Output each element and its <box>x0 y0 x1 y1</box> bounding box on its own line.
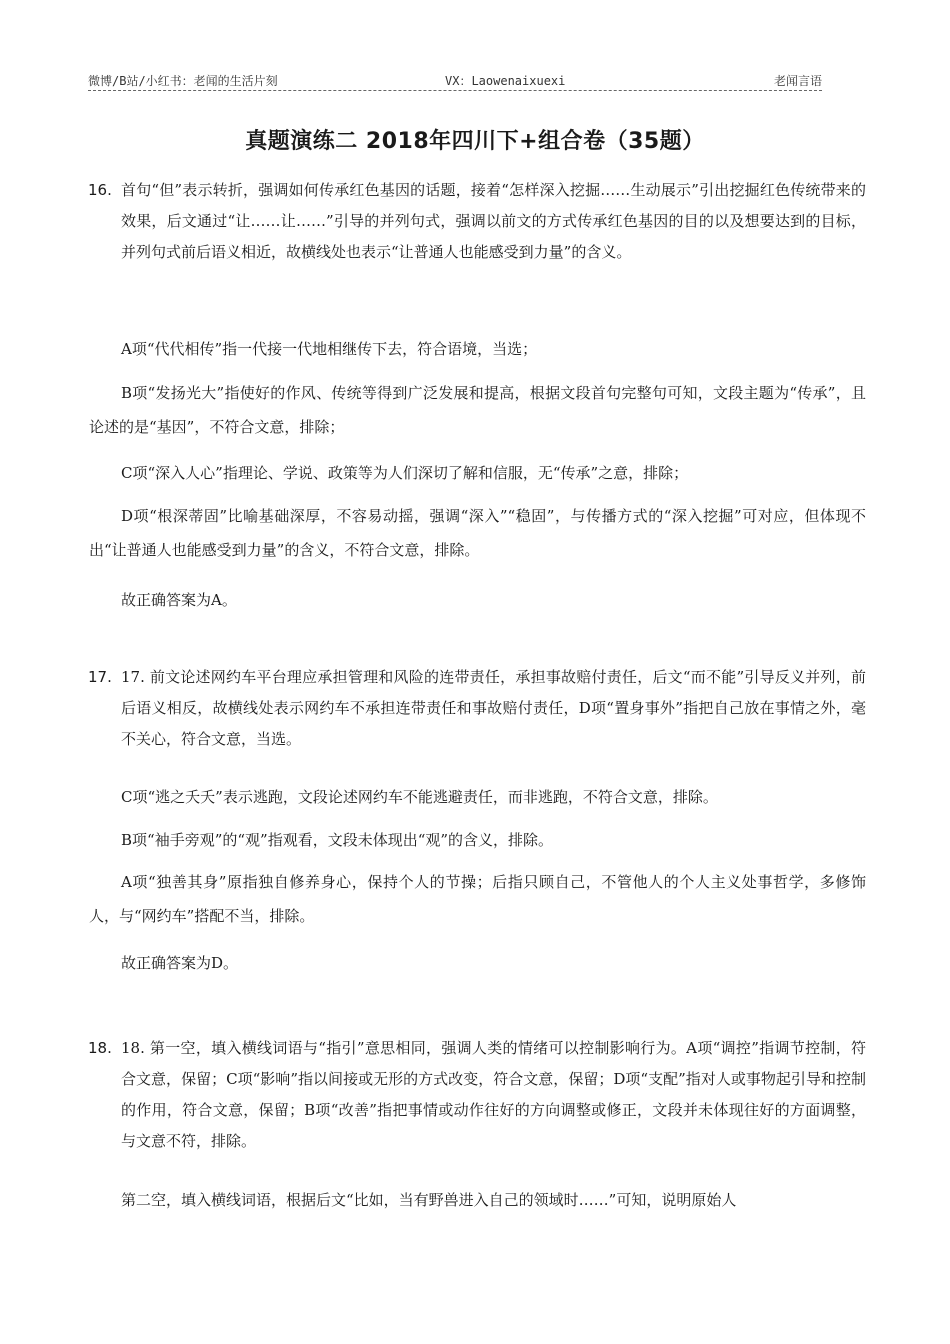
question-analysis: 首句“但”表示转折，强调如何传承红色基因的话题，接着“怎样深入挖掘……生动展示”引出挖掘红色传统带来的效果，后文通过“让……让……”引导的并列句式，强调以前文的方式传承红色基因的目的以及想要达到的目标，并列句式前后语义相近，故横线处也表示“让普通人也能感受到力量”的含义。 <box>121 181 866 261</box>
question-number: 18. <box>88 1039 112 1057</box>
question-number: 17. <box>88 668 112 686</box>
option-c-analysis: C项“逃之夭夭”表示逃跑，文段论述网约车不能逃避责任，而非逃跑，不符合文意，排除。 <box>121 788 718 806</box>
answer-line: 故正确答案为A。 <box>121 591 237 609</box>
question-number: 16. <box>88 181 112 199</box>
option-b-analysis: B项“发扬光大”指使好的作风、传统等得到广泛发展和提高，根据文段首句完整句可知，文段主题为“传承”，且论述的是“基因”，不符合文意，排除； <box>89 384 866 436</box>
option-b-analysis: B项“袖手旁观”的“观”指观看，文段未体现出“观”的含义，排除。 <box>121 831 554 849</box>
option-c-analysis: C项“深入人心”指理论、学说、政策等为人们深切了解和信服，无“传承”之意，排除； <box>121 464 689 482</box>
option-a-analysis: A项“独善其身”原指独自修养身心，保持个人的节操；后指只顾自己，不管他人的个人主义处事哲学，多修饰人，与“网约车”搭配不当，排除。 <box>89 873 866 925</box>
question-analysis: 18. 第一空，填入横线词语与“指引”意思相同，强调人类的情绪可以控制影响行为。A项“调控”指调节控制，符合文意，保留；C项“影响”指以间接或无形的方式改变，符合文意，保留；D项“支配”指对人或事物起引导和控制的作用，符合文意，保留；B项“改善”指把事情或动作往好的方向调整或修正，文段并未体现往好的方面调整，与文意不符，排除。 <box>121 1039 866 1150</box>
page-header <box>88 70 822 91</box>
blank-two-analysis: 第二空，填入横线词语，根据后文“比如，当有野兽进入自己的领域时……”可知，说明原始人 <box>121 1191 737 1209</box>
option-a-analysis: A项“代代相传”指一代接一代地相继传下去，符合语境，当选； <box>121 340 538 358</box>
page-title: 真题演练二 2018年四川下+组合卷（35题） <box>245 129 705 154</box>
option-d-analysis: D项“根深蒂固”比喻基础深厚，不容易动摇，强调“深入”“稳固”，与传播方式的“深入挖掘”可对应，但体现不出“让普通人也能感受到力量”的含义，不符合文意，排除。 <box>89 507 866 559</box>
header-wechat: VX：Laowenaixuexi <box>445 74 566 88</box>
answer-line: 故正确答案为D。 <box>121 954 239 972</box>
question-analysis: 17. 前文论述网约车平台理应承担管理和风险的连带责任，承担事故赔付责任，后文“而不能”引导反义并列，前后语义相反，故横线处表示网约车不承担连带责任和事故赔付责任，D项“置身事外”指把自己放在事情之外，毫不关心，符合文意，当选。 <box>121 668 866 748</box>
header-social: 微博/B站/小红书：老闻的生活片刻 <box>88 74 278 88</box>
header-brand: 老闻言语 <box>773 74 822 88</box>
